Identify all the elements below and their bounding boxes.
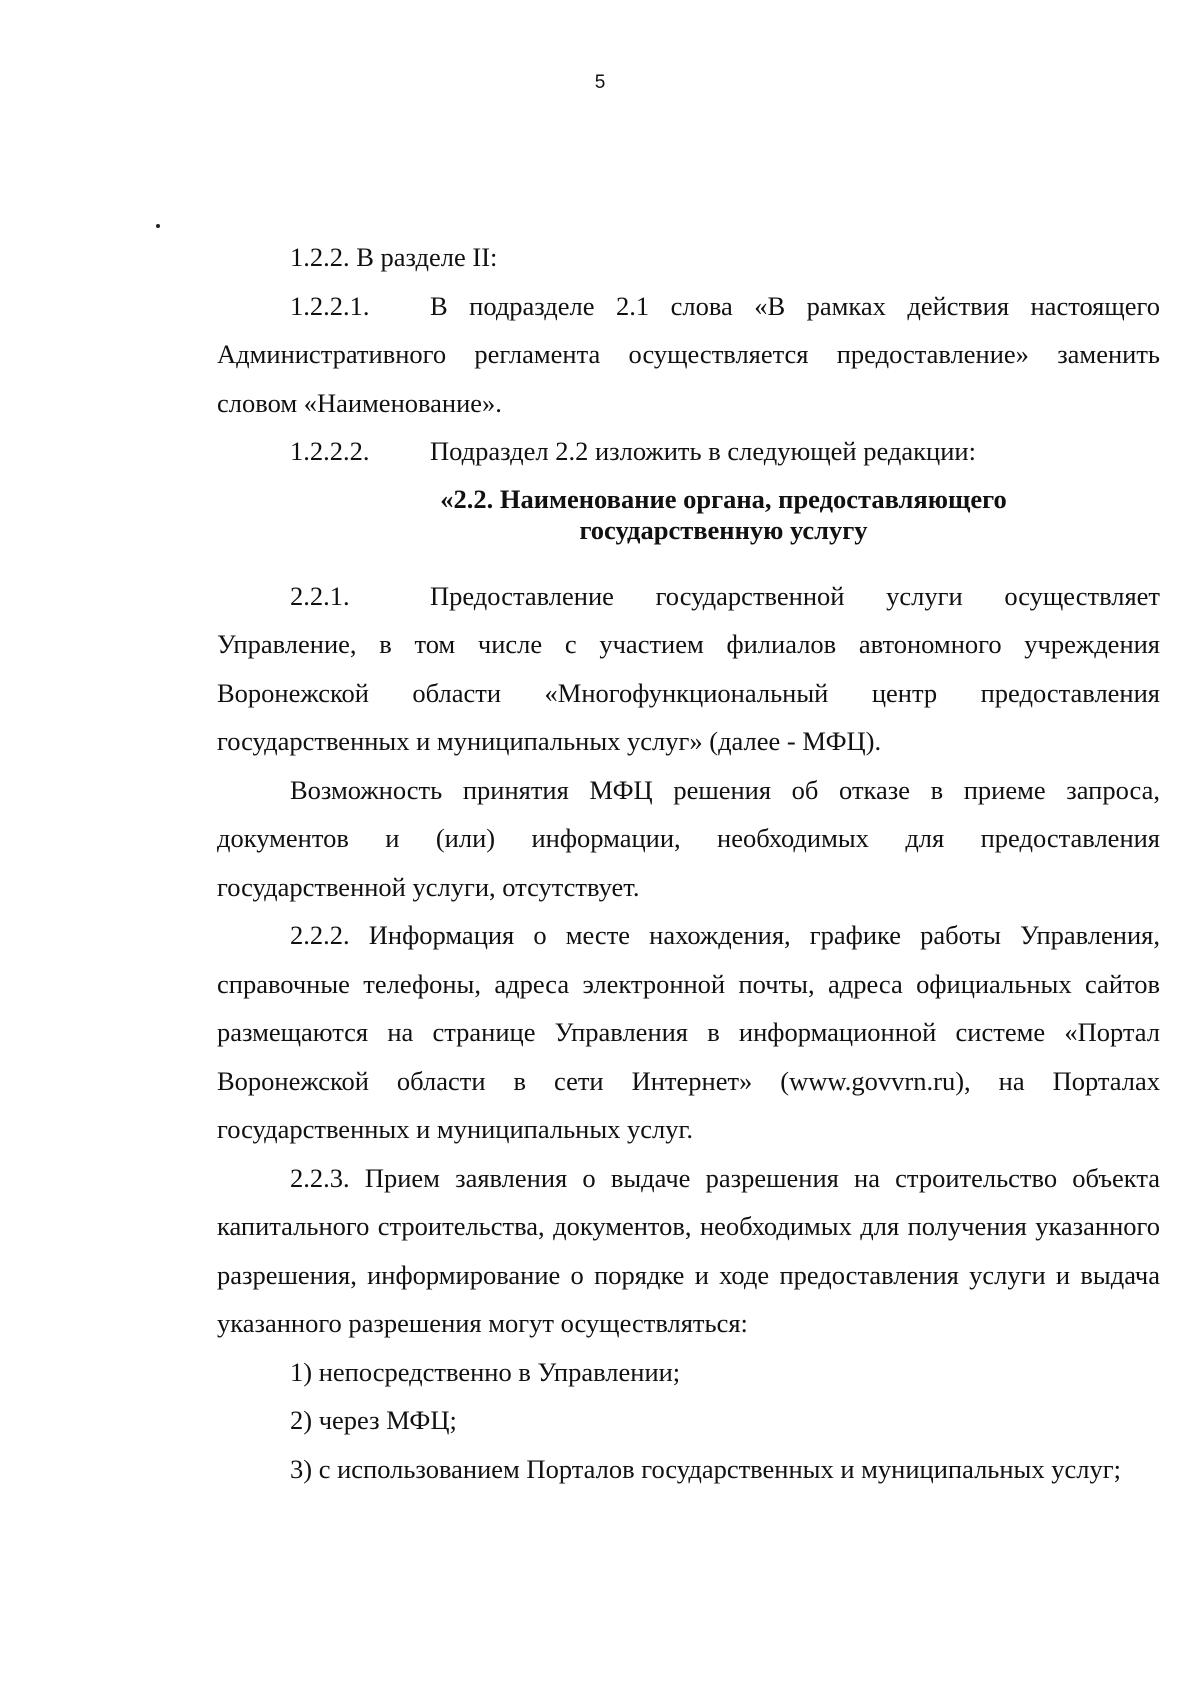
section-heading-2-2 <box>217 484 1160 546</box>
paragraph-2-2-3: 2.2.3. Прием заявления о выдаче разрешения на строительство объекта капитального строительства, документов, необходимых для получения указанного разрешения, информирование о порядке и ходе предоставления услуги и выдача указанного разрешения могут осуществляться: <box>217 1162 1160 1338</box>
paragraph-section-ii: 1.2.2. В разделе II: <box>290 242 498 272</box>
heading-line-2: государственную услугу <box>579 514 868 545</box>
clause-text: Подраздел 2.2 изложить в следующей редакции: <box>430 436 976 466</box>
document-body <box>217 233 1160 1493</box>
clause-number: 1.2.2.1. <box>290 290 370 321</box>
clause-number: 2.2.1. <box>290 580 350 611</box>
paragraph-2-2-2: 2.2.2. Информация о месте нахождения, графике работы Управления, справочные телефоны, адреса электронной почты, адреса официальных сайтов размещаются на странице Управления в информационной системе «Портал Воронежской области в сети Интернет» (www.govvrn.ru), на Порталах государственных и муниципальных услуг. <box>217 920 1160 1144</box>
list-item-3: 3) с использованием Порталов государственных и муниципальных услуг; <box>290 1453 1121 1484</box>
paragraph-1-2-2-1-first-line <box>217 282 1160 331</box>
paragraph-2-2-1-continuation: Управление, в том числе с участием филиалов автономного учреждения Воронежской области «Многофункциональный центр предоставления государственных и муниципальных услуг» (далее - МФЦ). <box>217 629 1160 756</box>
scan-speck <box>156 224 160 228</box>
clause-number: 1.2.2.2. <box>290 436 370 466</box>
paragraph-1-2-2-1-continuation: Административного регламента осуществляется предоставление» заменить словом «Наименование». <box>217 339 1160 418</box>
paragraph-2-2-1-first-line <box>217 572 1160 621</box>
paragraph-1-2-2-2 <box>217 427 1160 476</box>
list-item-2: 2) через МФЦ; <box>290 1405 457 1435</box>
page-number: 5 <box>594 72 606 93</box>
clause-text: В подразделе 2.1 слова «В рамках действия настоящего <box>430 290 1160 321</box>
clause-text: Предоставление государственной услуги осуществляет <box>430 580 1160 611</box>
paragraph-mfc-refusal: Возможность принятия МФЦ решения об отказе в приеме запроса, документов и (или) информации, необходимых для предоставления государственной услуги, отсутствует. <box>217 774 1160 902</box>
list-item-1: 1) непосредственно в Управлении; <box>290 1356 681 1387</box>
heading-line-1: «2.2. Наименование органа, предоставляющего <box>440 483 1007 514</box>
